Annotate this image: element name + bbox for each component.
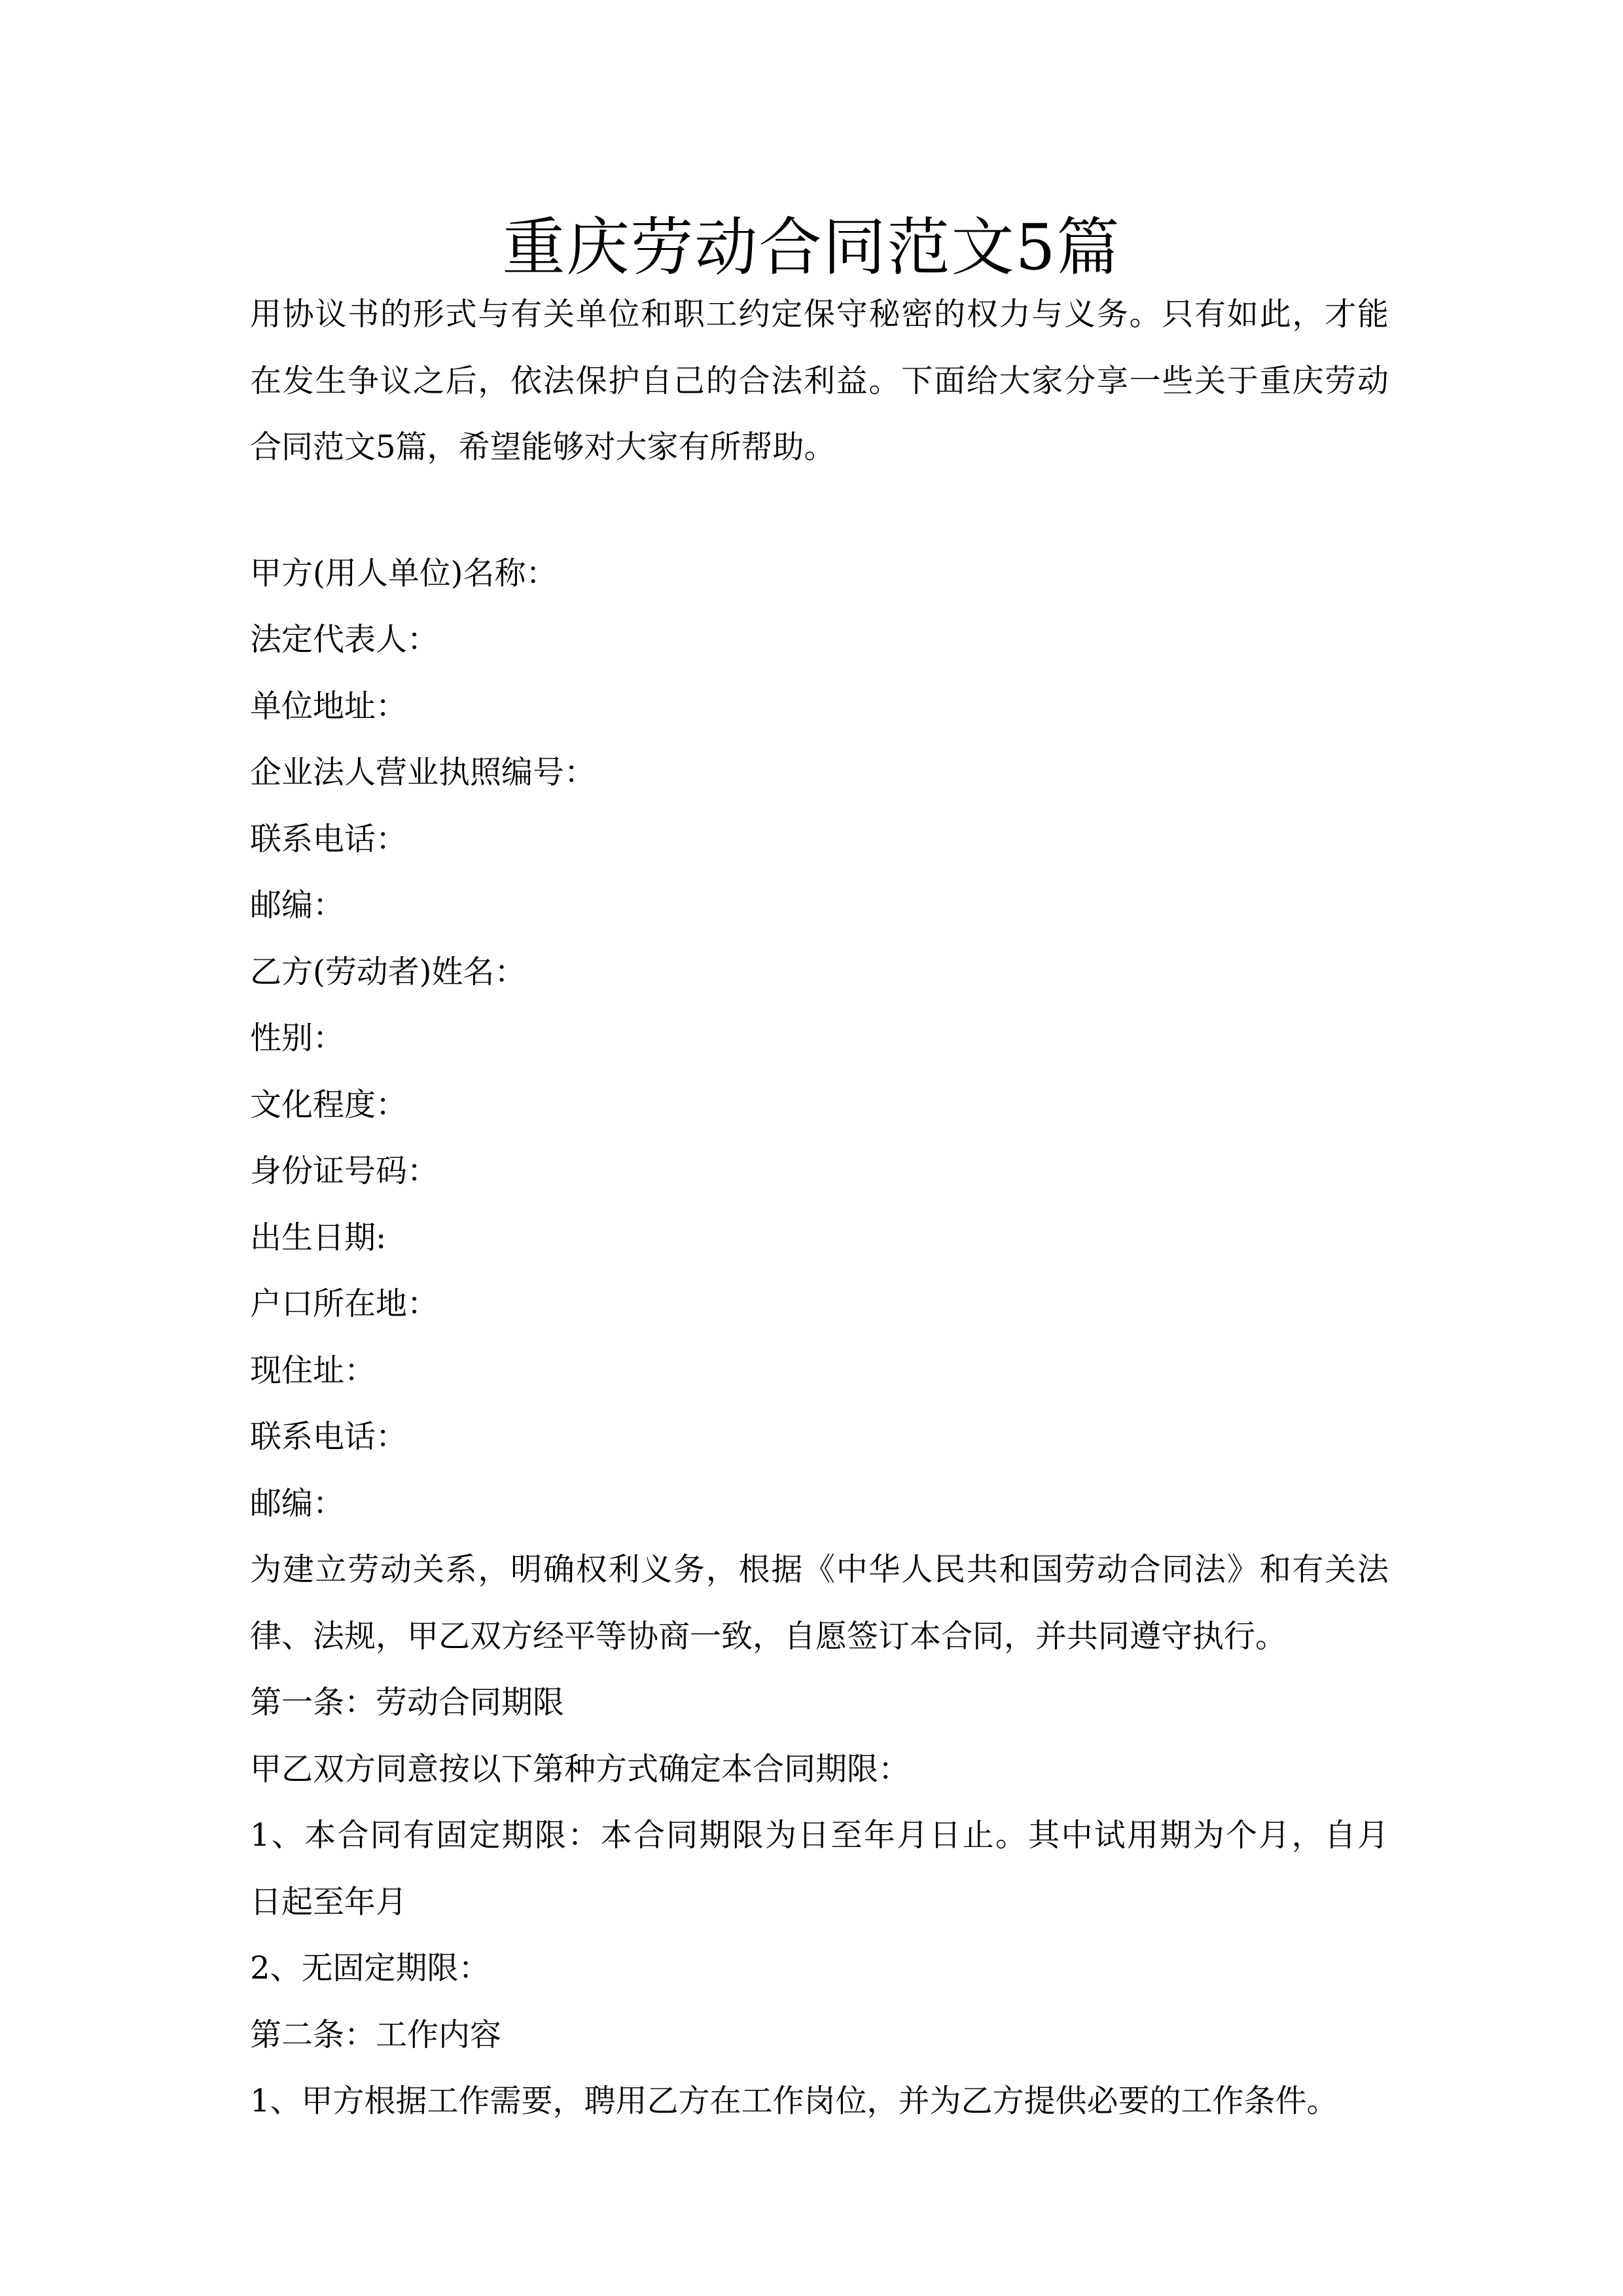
article-2-item-1: 1、甲方根据工作需要，聘用乙方在工作岗位，并为乙方提供必要的工作条件。 [250,2083,1338,2119]
field-household-registration: 户口所在地： [250,1285,439,1322]
field-party-a-postcode: 邮编： [250,887,345,924]
preamble-line: 律、法规，甲乙双方经平等协商一致，自愿签订本合同，并共同遵守执行。 [250,1617,1287,1655]
article-2-heading: 第二条：工作内容 [250,2016,502,2053]
field-party-b-name: 乙方(劳动者)姓名： [250,953,526,990]
article-1-heading: 第一条：劳动合同期限 [250,1684,565,1721]
document-body [250,281,1389,2135]
intro-line: 用协议书的形式与有关单位和职工约定保守秘密的权力与义务。只有如此，才能 [250,296,1389,332]
field-party-a-phone: 联系电话： [250,820,408,857]
blank-spacer [250,481,1389,541]
article-1-item-1: 1、本合同有固定期限：本合同期限为日至年月日止。其中试用期为个月，自月 [250,1817,1389,1854]
document-title: 重庆劳动合同范文5篇 [502,211,1121,284]
field-id-number: 身份证号码： [250,1153,439,1189]
field-party-b-postcode: 邮编： [250,1484,345,1522]
field-company-address: 单位地址： [250,687,408,725]
field-legal-representative: 法定代表人： [250,621,439,658]
preamble-line: 为建立劳动关系，明确权利义务，根据《中华人民共和国劳动合同法》和有关法 [250,1551,1389,1588]
intro-line: 在发生争议之后，依法保护自己的合法利益。下面给大家分享一些关于重庆劳动 [250,362,1389,399]
field-gender: 性别： [250,1020,345,1056]
field-birth-date: 出生日期: [250,1219,387,1256]
field-business-license-number: 企业法人营业执照编号： [250,754,596,791]
field-party-b-phone: 联系电话： [250,1418,408,1455]
article-1-item-2: 2、无固定期限： [250,1950,490,1986]
article-1-lead: 甲乙双方同意按以下第种方式确定本合同期限： [250,1750,910,1787]
field-education: 文化程度： [250,1086,408,1123]
field-party-a-name: 甲方(用人单位)名称： [250,554,558,592]
intro-line: 合同范文5篇，希望能够对大家有所帮助。 [250,429,836,465]
article-1-item-1-cont: 日起至年月 [250,1883,408,1920]
field-current-address: 现住址： [250,1352,376,1389]
